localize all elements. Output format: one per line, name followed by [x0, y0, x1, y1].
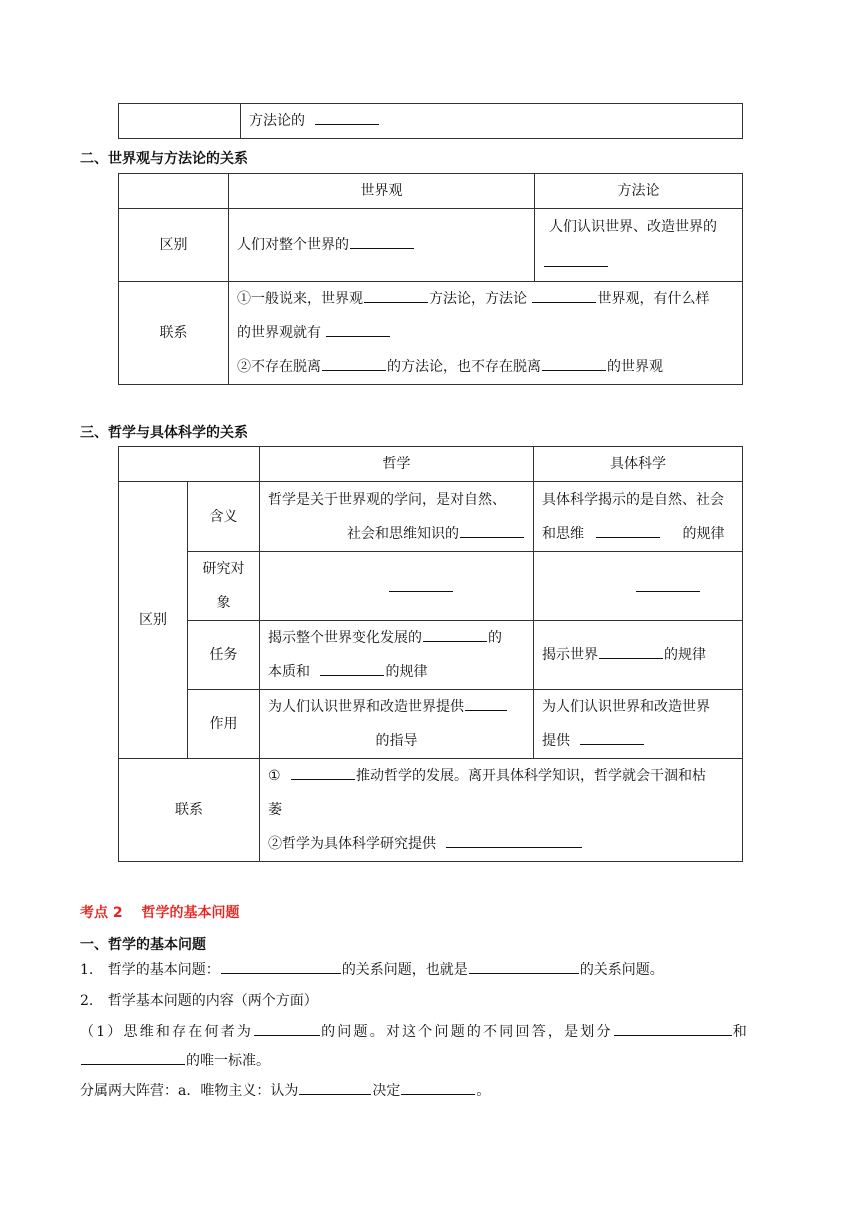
- blank[interactable]: [320, 661, 384, 676]
- camp-line: [80, 1080, 490, 1100]
- blank[interactable]: [596, 523, 660, 538]
- blank[interactable]: [322, 356, 386, 371]
- role-sci-2: 提供: [542, 733, 570, 749]
- blank[interactable]: [544, 252, 608, 267]
- blank[interactable]: [254, 1021, 320, 1036]
- meaning-sci-3: 的规律: [682, 525, 725, 542]
- meaning-sci-cell: [534, 482, 743, 552]
- link-2c: 的世界观: [607, 359, 663, 375]
- link-2b: 的方法论，也不存在脱离: [387, 359, 541, 375]
- sub1-a: （1）思维和存在何者为: [80, 1024, 254, 1040]
- kaodian-label: 考点 2: [80, 905, 123, 921]
- blank[interactable]: [599, 644, 663, 659]
- blank[interactable]: [401, 1080, 475, 1095]
- meaning-phil-2: 社会和思维知识的: [347, 525, 459, 542]
- sub-task: 任务: [188, 621, 260, 690]
- blank[interactable]: [423, 627, 487, 642]
- kaodian-heading: [80, 902, 240, 922]
- link-1a: ①: [268, 768, 281, 784]
- meaning-sci-2: 和思维: [542, 525, 584, 542]
- top-table: [118, 103, 743, 139]
- row-link: 联系: [119, 759, 260, 862]
- blank[interactable]: [580, 730, 644, 745]
- meaning-phil-1: 哲学是关于世界观的学问，是对自然、: [268, 491, 506, 508]
- philosophy-science-table: [118, 446, 743, 862]
- task-phil-cell: [260, 621, 534, 690]
- diff-method-cell: [535, 209, 743, 282]
- header-empty: [119, 174, 229, 209]
- item2-num: 2.: [80, 993, 94, 1009]
- blank[interactable]: [299, 1080, 371, 1095]
- link-1b: 推动哲学的发展。离开具体科学知识，哲学就会干涸和枯: [356, 768, 707, 784]
- kaodian-title: 哲学的基本问题: [141, 905, 240, 921]
- sub-object-2: 象: [216, 595, 231, 611]
- diff-method-text: 人们认识世界、改造世界的: [549, 219, 717, 235]
- sub1-cont-line: [80, 1050, 270, 1070]
- blank[interactable]: [81, 1050, 185, 1065]
- blank[interactable]: [532, 288, 596, 303]
- col-science: 具体科学: [534, 447, 743, 482]
- blank[interactable]: [465, 696, 507, 711]
- item2-text: 哲学基本问题的内容（两个方面）: [107, 993, 318, 1009]
- blank[interactable]: [315, 110, 379, 125]
- header-empty: [119, 447, 260, 482]
- sub-role: 作用: [188, 690, 260, 759]
- link-1d: 的世界观就有: [237, 325, 321, 341]
- task-phil-2: 的: [488, 630, 502, 646]
- camp-c: 。: [476, 1083, 491, 1099]
- role-phil-1: 为人们认识世界和改造世界提供: [268, 699, 464, 715]
- item1-c: 的关系问题。: [579, 962, 664, 978]
- task-phil-3: 本质和: [268, 664, 310, 680]
- blank[interactable]: [389, 577, 453, 592]
- item1-b: 的关系问题，也就是: [341, 962, 468, 978]
- link-1a: ①一般说来，世界观: [237, 291, 363, 307]
- item2-line: [80, 990, 318, 1010]
- object-phil-cell: [260, 552, 534, 621]
- task-sci-1: 揭示世界: [542, 647, 598, 663]
- camp-b: 决定: [372, 1083, 401, 1099]
- role-sci-cell: [534, 690, 743, 759]
- part1-heading: 一、哲学的基本问题: [80, 937, 206, 953]
- blank[interactable]: [326, 322, 390, 337]
- item1-line: [80, 959, 664, 979]
- sub-object-1: 研究对: [202, 561, 245, 577]
- col-worldview: 世界观: [229, 174, 535, 209]
- row-difference: 区别: [119, 482, 188, 759]
- task-phil-4: 的规律: [385, 664, 428, 680]
- item1-a: 哲学的基本问题：: [107, 962, 220, 978]
- methodology-label: 方法论的: [249, 113, 305, 129]
- blank[interactable]: [614, 1021, 732, 1036]
- task-sci-cell: [534, 621, 743, 690]
- blank[interactable]: [636, 577, 700, 592]
- blank[interactable]: [446, 833, 582, 848]
- blank[interactable]: [221, 959, 341, 974]
- link-2: ②哲学为具体科学研究提供: [268, 836, 436, 852]
- section3-heading: 三、哲学与具体科学的关系: [80, 425, 248, 441]
- link-cell: [260, 759, 743, 862]
- sub-meaning: 含义: [188, 482, 260, 552]
- blank[interactable]: [364, 288, 428, 303]
- col-methodology: 方法论: [535, 174, 743, 209]
- section2-heading: 二、世界观与方法论的关系: [80, 151, 248, 167]
- top-table-text-cell: [241, 104, 743, 139]
- col-philosophy: 哲学: [260, 447, 534, 482]
- meaning-phil-cell: [260, 482, 534, 552]
- role-phil-cell: [260, 690, 534, 759]
- task-sci-2: 的规律: [664, 647, 706, 663]
- sub1-c: 和: [732, 1024, 749, 1040]
- role-phil-2: 的指导: [375, 733, 418, 749]
- top-table-empty-cell: [119, 104, 241, 139]
- blank[interactable]: [291, 765, 355, 780]
- diff-worldview-cell: [229, 209, 535, 282]
- row-link: 联系: [119, 282, 229, 385]
- item1-num: 1.: [80, 962, 94, 978]
- link-2a: ②不存在脱离: [237, 359, 321, 375]
- sub1-b: 的问题。对这个问题的不同回答，是划分: [321, 1024, 613, 1040]
- link-cell: [229, 282, 743, 385]
- task-phil-1: 揭示整个世界变化发展的: [268, 630, 422, 646]
- link-1c: 萎: [268, 802, 282, 818]
- sub1-d: 的唯一标准。: [186, 1053, 270, 1069]
- meaning-sci-1: 具体科学揭示的是自然、社会: [542, 491, 724, 508]
- blank[interactable]: [469, 959, 579, 974]
- link-1c: 世界观，有什么样: [597, 291, 710, 307]
- blank[interactable]: [542, 356, 606, 371]
- row-difference: 区别: [119, 209, 229, 282]
- camp-a: 分属两大阵营：a．唯物主义：认为: [80, 1083, 299, 1099]
- blank[interactable]: [350, 234, 414, 249]
- object-sci-cell: [534, 552, 743, 621]
- role-sci-1: 为人们认识世界和改造世界: [542, 699, 710, 715]
- link-1b: 方法论，方法论: [429, 291, 527, 307]
- worldview-methodology-table: [118, 173, 743, 385]
- blank[interactable]: [460, 523, 524, 538]
- sub-object: [188, 552, 260, 621]
- sub1-line: [80, 1021, 749, 1041]
- diff-worldview-text: 人们对整个世界的: [237, 237, 349, 253]
